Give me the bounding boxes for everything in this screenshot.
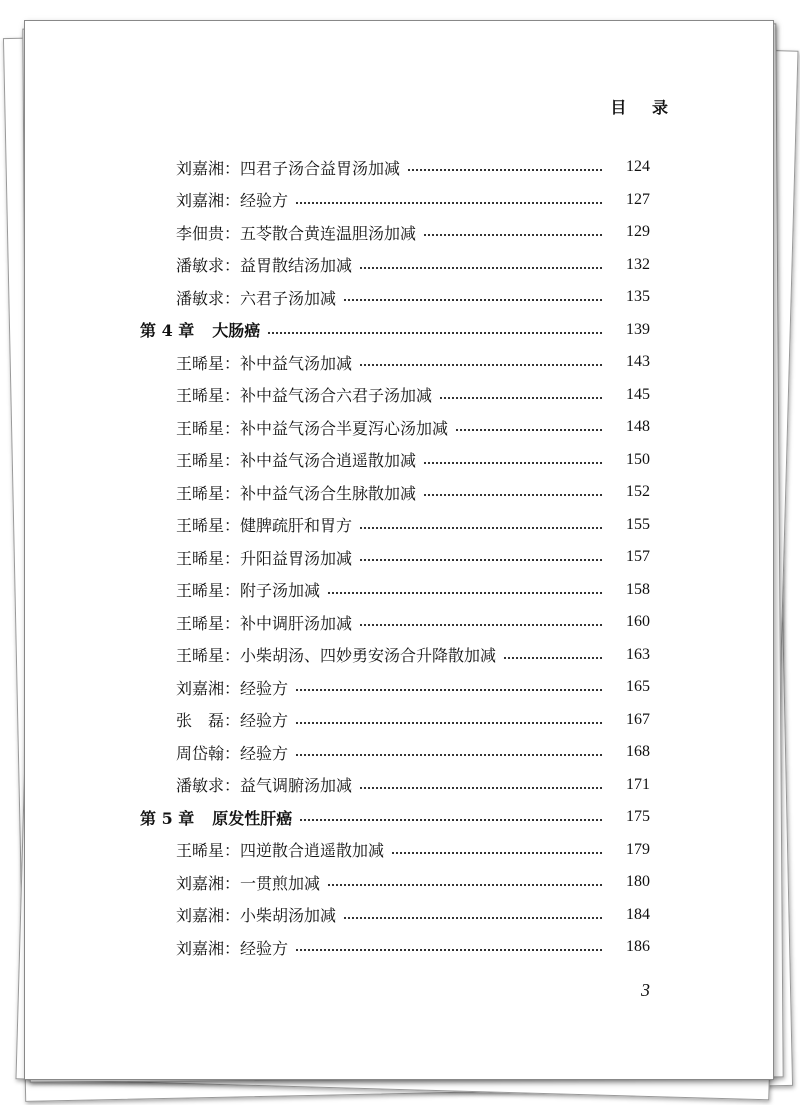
toc-entry-row[interactable]	[0, 578, 800, 602]
dot-leader	[300, 817, 602, 821]
dot-leader	[456, 427, 602, 431]
toc-page-number: 139	[626, 320, 650, 338]
entry-title: 潘敏求：益胃散结汤加减	[176, 256, 353, 275]
toc-entry-row[interactable]	[0, 155, 800, 179]
toc-entry-row[interactable]	[0, 545, 800, 569]
toc-entry-row[interactable]	[0, 480, 800, 504]
dot-leader	[296, 947, 602, 951]
entry-title: 刘嘉湘：经验方	[176, 938, 289, 958]
toc-page-number: 129	[626, 223, 650, 240]
toc-entry-row[interactable]	[0, 903, 800, 927]
toc-page-number: 127	[626, 190, 650, 208]
toc-page-number: 150	[626, 450, 650, 468]
toc-entry-row[interactable]	[0, 675, 800, 699]
entry-title: 张 磊：经验方	[176, 711, 289, 730]
toc-entry-row[interactable]	[0, 188, 800, 212]
dot-leader	[360, 557, 602, 561]
toc-page-number: 132	[626, 255, 650, 273]
toc-page-number: 143	[626, 353, 650, 370]
entry-title: 王晞星：补中益气汤合六君子汤加减	[176, 386, 433, 405]
toc-entry-row[interactable]	[0, 773, 800, 797]
entry-title: 王晞星：升阳益胃汤加减	[176, 548, 353, 568]
toc-entry-row[interactable]	[0, 870, 800, 894]
toc-chapter-row[interactable]	[0, 318, 800, 342]
toc-entry-row[interactable]	[0, 935, 800, 959]
toc-page-number: 168	[626, 743, 650, 760]
toc-page-number: 152	[626, 483, 650, 500]
page-header-title: 目 录	[610, 98, 678, 117]
toc-page-number: 184	[626, 905, 650, 923]
dot-leader	[296, 687, 602, 691]
entry-title: 刘嘉湘：一贯煎加减	[176, 873, 321, 893]
toc-entry-row[interactable]	[0, 708, 800, 732]
dot-leader	[360, 622, 602, 626]
entry-title: 潘敏求：六君子汤加减	[176, 288, 337, 308]
entry-title: 王晞星：附子汤加减	[176, 581, 321, 600]
dot-leader	[424, 460, 602, 464]
entry-title: 王晞星：补中调肝汤加减	[176, 613, 353, 633]
entry-title: 刘嘉湘：经验方	[176, 678, 289, 698]
dot-leader	[424, 232, 602, 236]
toc-entry-row[interactable]	[0, 740, 800, 764]
toc-page-number: 155	[626, 515, 650, 533]
toc-page-number: 171	[626, 775, 650, 793]
toc-page-number: 179	[626, 840, 650, 858]
toc-entry-row[interactable]	[0, 448, 800, 472]
entry-title: 王晞星：健脾疏肝和胃方	[176, 516, 353, 535]
dot-leader	[504, 655, 602, 659]
toc-entry-row[interactable]	[0, 253, 800, 277]
dot-leader	[296, 200, 602, 204]
chapter-title: 大肠癌	[212, 321, 261, 340]
dot-leader	[440, 395, 602, 399]
dot-leader	[344, 915, 602, 919]
toc-entry-row[interactable]	[0, 220, 800, 244]
toc-page-number: 135	[626, 288, 650, 305]
toc-chapter-row[interactable]	[0, 805, 800, 829]
entry-title: 王晞星：补中益气汤合生脉散加减	[176, 483, 417, 503]
dot-leader	[360, 362, 602, 366]
toc-entry-row[interactable]	[0, 610, 800, 634]
toc-page-number: 165	[626, 678, 650, 695]
dot-leader	[360, 785, 602, 789]
toc-page-number: 175	[626, 808, 650, 825]
entry-title: 李佃贵：五苓散合黄连温胆汤加减	[176, 223, 417, 243]
dot-leader	[408, 167, 602, 171]
toc-page-number: 167	[626, 710, 650, 728]
toc-entry-row[interactable]	[0, 383, 800, 407]
entry-title: 周岱翰：经验方	[176, 743, 289, 763]
entry-title: 王晞星：小柴胡汤、四妙勇安汤合升降散加减	[176, 646, 497, 665]
entry-title: 刘嘉湘：四君子汤合益胃汤加减	[176, 158, 401, 178]
toc-entry-row[interactable]	[0, 415, 800, 439]
toc-entry-row[interactable]	[0, 513, 800, 537]
dot-leader	[424, 492, 602, 496]
toc-entry-row[interactable]	[0, 350, 800, 374]
dot-leader	[268, 330, 602, 334]
toc-page-number: 186	[626, 938, 650, 955]
toc-page-number: 160	[626, 613, 650, 630]
entry-title: 王晞星：补中益气汤合半夏泻心汤加减	[176, 418, 449, 438]
entry-title: 王晞星：补中益气汤合逍遥散加减	[176, 451, 417, 470]
chapter-number: 第 4 章	[140, 321, 195, 340]
dot-leader	[344, 297, 602, 301]
dot-leader	[392, 850, 602, 854]
entry-title: 刘嘉湘：小柴胡汤加减	[176, 906, 337, 925]
toc-page-number: 157	[626, 548, 650, 565]
entry-title: 刘嘉湘：经验方	[176, 191, 289, 210]
toc-entry-row[interactable]	[0, 643, 800, 667]
toc-page-number: 158	[626, 580, 650, 598]
toc-page-number: 124	[626, 158, 650, 175]
dot-leader	[360, 265, 602, 269]
chapter-title: 原发性肝癌	[212, 808, 293, 828]
toc-entry-row[interactable]	[0, 838, 800, 862]
toc-page-number: 180	[626, 873, 650, 890]
toc-page-number: 148	[626, 418, 650, 435]
dot-leader	[328, 882, 602, 886]
entry-title: 潘敏求：益气调腑汤加减	[176, 776, 353, 795]
dot-leader	[328, 590, 602, 594]
dot-leader	[296, 720, 602, 724]
toc-entry-row[interactable]	[0, 285, 800, 309]
entry-title: 王晞星：补中益气汤加减	[176, 353, 353, 373]
toc-page-number: 145	[626, 385, 650, 403]
dot-leader	[296, 752, 602, 756]
entry-title: 王晞星：四逆散合逍遥散加减	[176, 841, 385, 860]
dot-leader	[360, 525, 602, 529]
chapter-number: 第 5 章	[140, 808, 195, 828]
toc-page-number: 163	[626, 645, 650, 663]
page-number: 3	[641, 980, 650, 1000]
